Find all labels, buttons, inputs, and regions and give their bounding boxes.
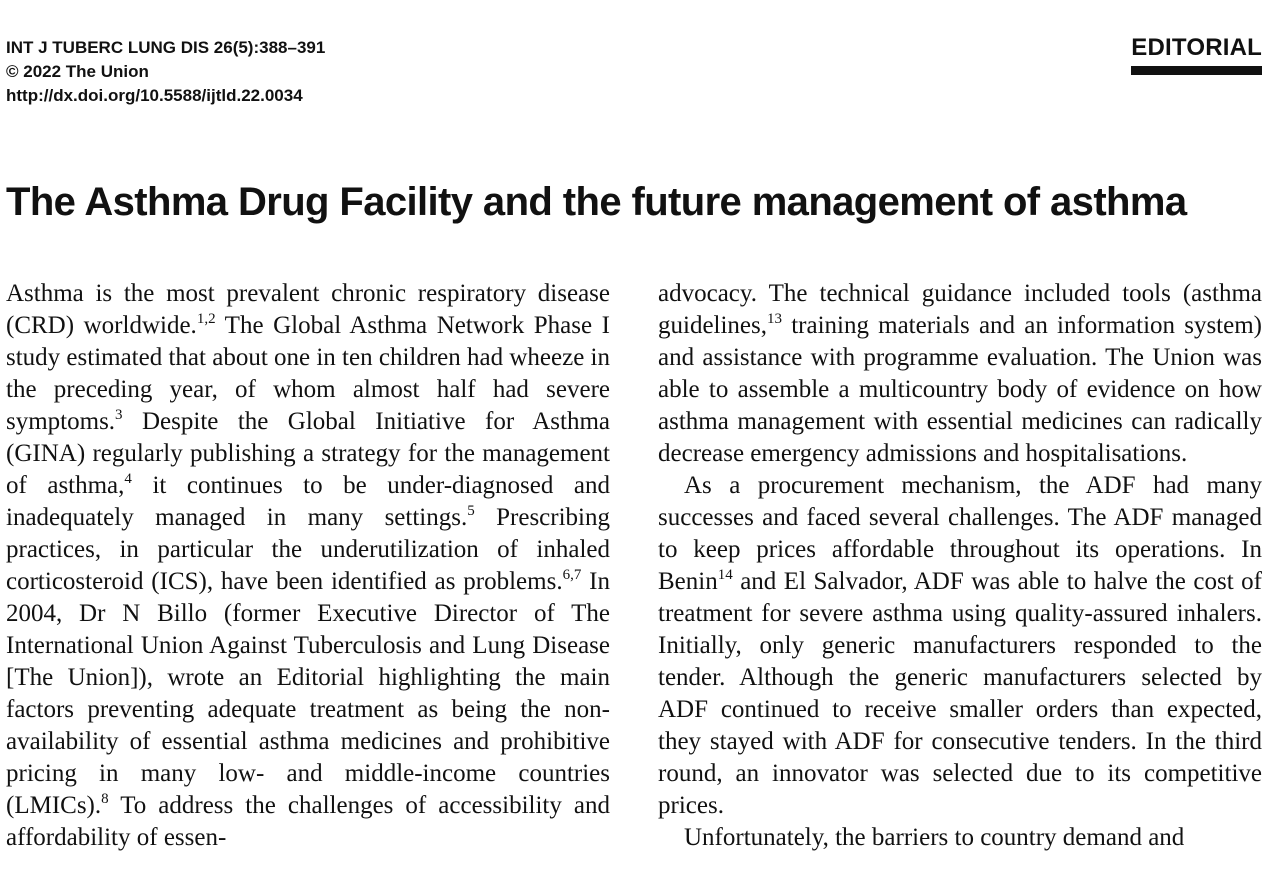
copyright-notice: © 2022 The Union — [6, 62, 149, 81]
citation-reference[interactable]: 6,7 — [562, 566, 582, 583]
citation-reference[interactable]: 14 — [717, 566, 733, 583]
body-column-left — [6, 278, 610, 854]
paragraph: As a procurement mechanism, the ADF had many successes and faced several challenges. The ADF managed to keep prices affordable throughout its operations. In Benin$^{14}$ and El Salvador, ADF was able to halve the cost of treatment for severe asthma using quality-assured inhalers. Initially, only generic manufacturers responded to the tender. Although the generic manufacturers selected by ADF continued to receive smaller orders than expected, they stayed with ADF for consecutive tenders. In the third round, an innovator was selected due to its competitive prices. — [658, 472, 1262, 819]
paragraph: advocacy. The technical guidance included tools (asthma guidelines,$^{13}$ training materials and an information system) and assistance with programme evaluation. The Union was able to assemble a multicountry body of evidence on how asthma management with essential medicines can radically decrease emergency admissions and hospitalisations. — [658, 280, 1262, 467]
citation-reference[interactable]: 5 — [467, 502, 475, 519]
paragraph: Unfortunately, the barriers to country demand and — [684, 824, 1185, 851]
citation-reference[interactable]: 1,2 — [196, 310, 216, 327]
body-column-right — [658, 278, 1262, 854]
article-title: The Asthma Drug Facility and the future management of asthma — [6, 180, 1187, 224]
citation-reference[interactable]: 3 — [115, 406, 123, 423]
journal-citation: INT J TUBERC LUNG DIS 26(5):388–391 — [6, 38, 326, 57]
citation-reference[interactable]: 8 — [101, 790, 109, 807]
journal-metadata — [6, 36, 325, 108]
section-label: EDITORIAL — [1131, 34, 1262, 75]
citation-reference[interactable]: 4 — [124, 470, 132, 487]
citation-reference[interactable]: 13 — [767, 310, 783, 327]
paragraph: Asthma is the most prevalent chronic respiratory disease (CRD) worldwide.$^{1,2}$ The Global Asthma Network Phase I study estimated that about one in ten children had wheeze in the preceding year, of whom almost half had severe symptoms.$^3$ Despite the Global Initiative for Asthma (GINA) regularly publishing a strategy for the management of asthma,$^4$ it continues to be under-diagnosed and inadequately managed in many settings.$^5$ Prescribing practices, in particular the underutilization of inhaled corticosteroid (ICS), have been identified as problems.$^{6,7}$ In 2004, Dr N Billo (former Executive Director of The International Union Against Tuberculosis and Lung Disease [The Union]), wrote an Editorial highlighting the main factors preventing adequate treatment as being the non-availability of essential asthma medicines and prohibitive pricing in many low- and middle-income countries (LMICs).$^8$ To address the challenges of accessibility and affordability of essen- — [6, 280, 611, 851]
doi-link[interactable]: http://dx.doi.org/10.5588/ijtld.22.0034 — [6, 86, 303, 105]
